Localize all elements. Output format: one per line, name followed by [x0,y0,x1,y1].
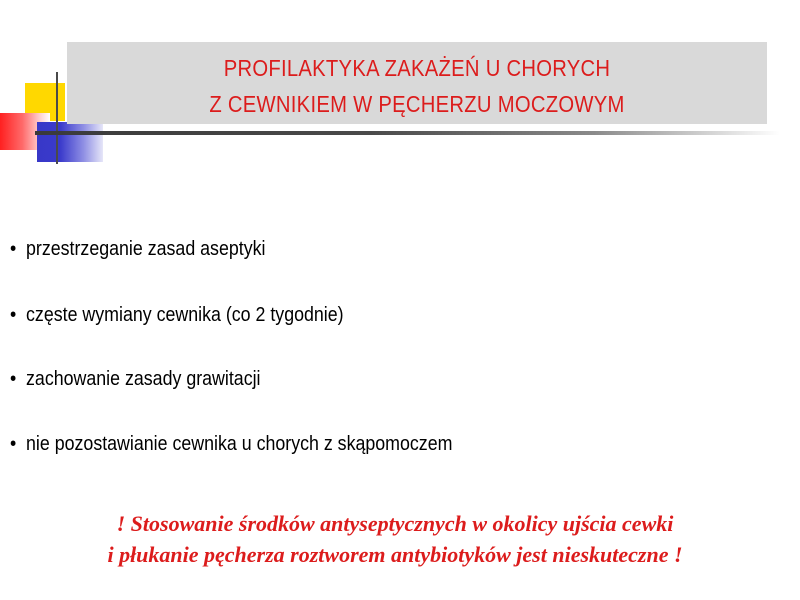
warning-line-2: i płukanie pęcherza roztworem antybiotyków jest nieskuteczne ! [107,542,683,567]
warning-note [0,508,790,570]
bullet-dot: • [10,433,17,455]
bullet-item [10,368,261,391]
slide-title-line-2: Z CEWNIKIEM W PĘCHERZU MOCZOWYM [209,91,625,117]
bullet-text: zachowanie zasady grawitacji [26,368,261,390]
slide-title [109,50,725,122]
bullet-item [10,238,265,261]
bullet-text: nie pozostawianie cewnika u chorych z skąpomoczem [26,433,453,455]
slide-title-line-1: PROFILAKTYKA ZAKAŻEŃ U CHORYCH [223,55,611,81]
decorative-blue-square [37,122,103,162]
decorative-horizontal-line [35,131,780,135]
decorative-vertical-line [56,72,58,164]
bullet-item [10,433,452,456]
bullet-dot: • [10,238,17,260]
warning-line-1: ! Stosowanie środków antyseptycznych w okolicy ujścia cewki [116,511,674,536]
bullet-text: częste wymiany cewnika (co 2 tygodnie) [26,304,344,326]
bullet-text: przestrzeganie zasad aseptyki [26,238,266,260]
bullet-dot: • [10,368,17,390]
bullet-item [10,304,344,327]
bullet-dot: • [10,304,17,326]
